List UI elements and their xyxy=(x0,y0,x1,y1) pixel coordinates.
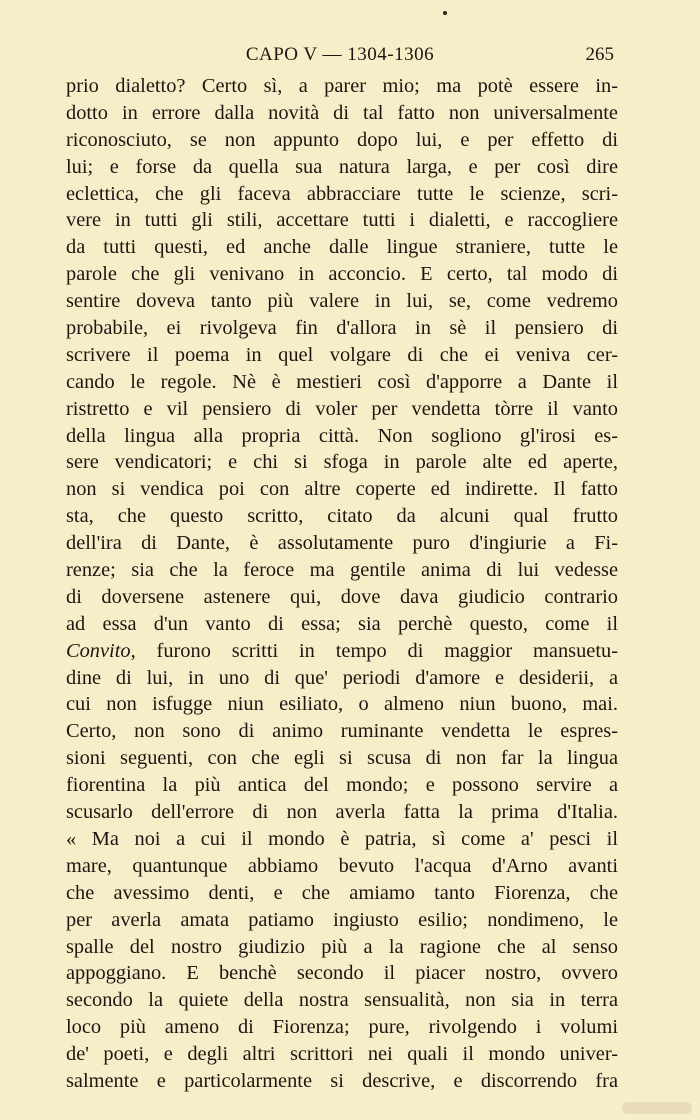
text-line: probabile, ei rivolgeva fin d'allora in sè il pensiero di xyxy=(66,317,618,340)
text-line: appoggiano. E benchè secondo il piacer nostro, ovvero xyxy=(66,962,618,985)
text-line: sta, che questo scritto, citato da alcuni qual frutto xyxy=(66,505,618,528)
text-line: Convito, furono scritti in tempo di maggior mansuetu- xyxy=(66,639,618,662)
text-line: che avessimo denti, e che amiamo tanto Fiorenza, che xyxy=(66,881,618,904)
text-line: dine di lui, in uno di que' periodi d'amore e desiderii, a xyxy=(66,666,618,689)
text-line: fiorentina la più antica del mondo; e possono servire a xyxy=(66,774,618,797)
italic-title: Convito xyxy=(66,639,131,662)
page-number: 265 xyxy=(585,44,614,65)
text-line: ad essa d'un vanto di essa; sia perchè questo, come il xyxy=(66,612,618,635)
text-line: della lingua alla propria città. Non sogliono gl'irosi es- xyxy=(66,424,618,447)
text-line: spalle del nostro giudizio più a la ragione che al senso xyxy=(66,935,618,958)
text-line: scrivere il poema in quel volgare di che ei veniva cer- xyxy=(66,343,618,366)
text-line: vere in tutti gli stili, accettare tutti i dialetti, e raccogliere xyxy=(66,209,618,232)
text-line: per averla amata patiamo ingiusto esilio; nondimeno, le xyxy=(66,908,618,931)
text-line: cando le regole. Nè è mestieri così d'apporre a Dante il xyxy=(66,370,618,393)
text-line: di doversene astenere qui, dove dava giudicio contrario xyxy=(66,585,618,608)
text-line: Certo, non sono di animo ruminante vendetta le espres- xyxy=(66,720,618,743)
text-line: dell'ira di Dante, è assolutamente puro d'ingiurie a Fi- xyxy=(66,532,618,555)
text-line: ristretto e vil pensiero di voler per vendetta tòrre il vanto xyxy=(66,397,618,420)
text-line: lui; e forse da quella sua natura larga, e per così dire xyxy=(66,155,618,178)
text-line: da tutti questi, ed anche dalle lingue straniere, tutte le xyxy=(66,236,618,259)
text-line: riconosciuto, se non appunto dopo lui, e per effetto di xyxy=(66,128,618,151)
text-line: « Ma noi a cui il mondo è patria, sì come a' pesci il xyxy=(66,827,618,850)
ink-speck xyxy=(443,11,447,15)
body-text xyxy=(66,73,618,1095)
text-line: sioni seguenti, con che egli si scusa di non far la lingua xyxy=(66,747,618,770)
text-line: non si vendica poi con altre coperte ed indirette. Il fatto xyxy=(66,478,618,501)
text-line: renze; sia che la feroce ma gentile anima di lui vedesse xyxy=(66,559,618,582)
running-head xyxy=(66,44,614,72)
text-line: mare, quantunque abbiamo bevuto l'acqua d'Arno avanti xyxy=(66,854,618,877)
text-line: sentire doveva tanto più valere in lui, se, come vedremo xyxy=(66,290,618,313)
text-line: prio dialetto? Certo sì, a parer mio; ma potè essere in- xyxy=(66,75,618,97)
text-line: secondo la quiete della nostra sensualità, non sia in terra xyxy=(66,989,618,1012)
text-line: de' poeti, e degli altri scrittori nei quali il mondo univer- xyxy=(66,1043,618,1066)
text-line: salmente e particolarmente si descrive, e discorrendo fra xyxy=(66,1069,618,1092)
corner-smudge xyxy=(622,1102,692,1114)
text-line: dotto in errore dalla novità di tal fatto non universalmente xyxy=(66,101,618,124)
text-line: loco più ameno di Fiorenza; pure, rivolgendo i volumi xyxy=(66,1016,618,1039)
text-line: sere vendicatori; e chi si sfoga in parole alte ed aperte, xyxy=(66,451,618,474)
text-line: eclettica, che gli faceva abbracciare tutte le scienze, scri- xyxy=(66,182,618,205)
text-line: scusarlo dell'errore di non averla fatta la prima d'Italia. xyxy=(66,801,618,824)
text-line: cui non isfugge niun esiliato, o almeno niun buono, mai. xyxy=(66,693,618,716)
running-title: CAPO V — 1304-1306 xyxy=(245,44,435,65)
text-line: parole che gli venivano in acconcio. E certo, tal modo di xyxy=(66,263,618,286)
